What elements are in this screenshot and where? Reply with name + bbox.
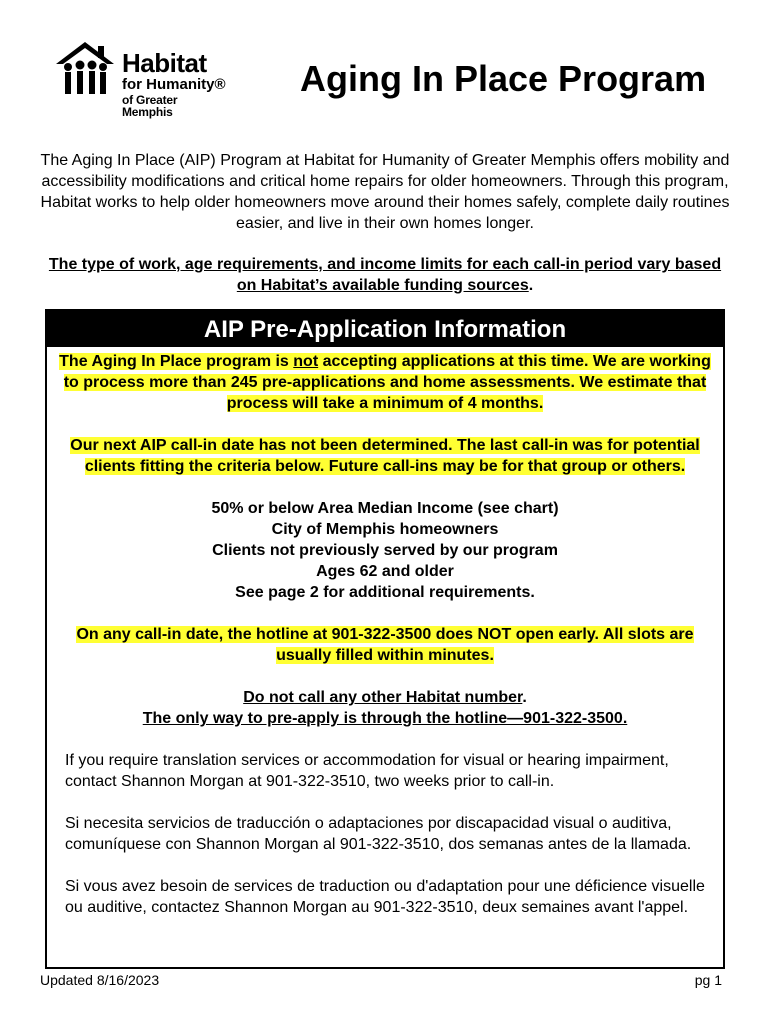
status-text-b: accepting applications at this time. We are working to process more than 245 pre-applications and home assessments. We estimate that process will take a minimum of 4 months. (63, 353, 711, 412)
house-people-icon (52, 38, 118, 98)
hotline-note-paragraph (47, 624, 723, 666)
next-callin-text: Our next AIP call-in date has not been determined. The last call-in was for potential clients fitting the criteria below. Future call-ins may be for that group or others. (70, 437, 700, 475)
funding-notice-text: The type of work, age requirements, and income limits for each call-in period vary based on Habitat’s available funding sources (48, 256, 722, 294)
criteria-item: See page 2 for additional requirements. (235, 584, 535, 601)
do-not-call-period: . (522, 689, 527, 706)
funding-notice-period: . (528, 277, 534, 294)
criteria-item: Ages 62 and older (316, 563, 454, 580)
hotline-note-text: On any call-in date, the hotline at 901-322-3500 does NOT open early. All slots are usually filled within minutes. (76, 626, 694, 664)
criteria-item: 50% or below Area Median Income (see chart) (211, 500, 559, 517)
criteria-item: Clients not previously served by our program (212, 542, 558, 559)
only-way-text: The only way to pre-apply is through the hotline—901-322-3500. (142, 710, 628, 727)
do-not-call-text: Do not call any other Habitat number (243, 689, 523, 706)
habitat-logo (52, 38, 227, 119)
accommodation-english: If you require translation services or accommodation for visual or hearing impairment, contact Shannon Morgan at 901-322-3510, two weeks prior to call-in. (65, 752, 669, 790)
logo-subname: for Humanity® (122, 76, 226, 93)
updated-date: Updated 8/16/2023 (40, 972, 160, 988)
accommodation-spanish: Si necesita servicios de traducción o adaptaciones por discapacidad visual o auditiva, comuníquese con Shannon Morgan al 901-322-3510, dos semanas antes de la llamada. (65, 815, 692, 853)
hotline-instructions (47, 687, 723, 729)
logo-region: of Greater Memphis (122, 93, 178, 119)
only-way-line (47, 708, 723, 729)
funding-notice (40, 254, 730, 296)
status-not: not (293, 353, 319, 370)
accommodation-french: Si vous avez besoin de services de traduction ou d'adaptation pour une déficience visuelle ou auditive, contactez Shannon Morgan au 901-322-3510, deux semaines avant l'appel. (65, 878, 705, 916)
page-title: Aging In Place Program (300, 58, 707, 99)
criteria-item: City of Memphis homeowners (271, 521, 499, 538)
next-callin-paragraph (47, 435, 723, 477)
logo-name: Habitat (122, 48, 207, 78)
do-not-call-line (47, 687, 723, 708)
box-header: AIP Pre-Application Information (47, 311, 723, 347)
page-number: pg 1 (694, 972, 722, 988)
status-highlight (59, 353, 711, 412)
status-paragraph (47, 351, 723, 414)
pre-application-box (45, 309, 725, 969)
status-text-a: The Aging In Place program is (59, 353, 294, 370)
intro-paragraph: The Aging In Place (AIP) Program at Habitat for Humanity of Greater Memphis offers mobility and accessibility modifications and critical home repairs for older homeowners. Through this program, Habitat works to help older homeowners move around their homes safely, complete daily routines easier, and live in their own homes longer. (40, 152, 730, 232)
criteria-list (47, 498, 723, 603)
